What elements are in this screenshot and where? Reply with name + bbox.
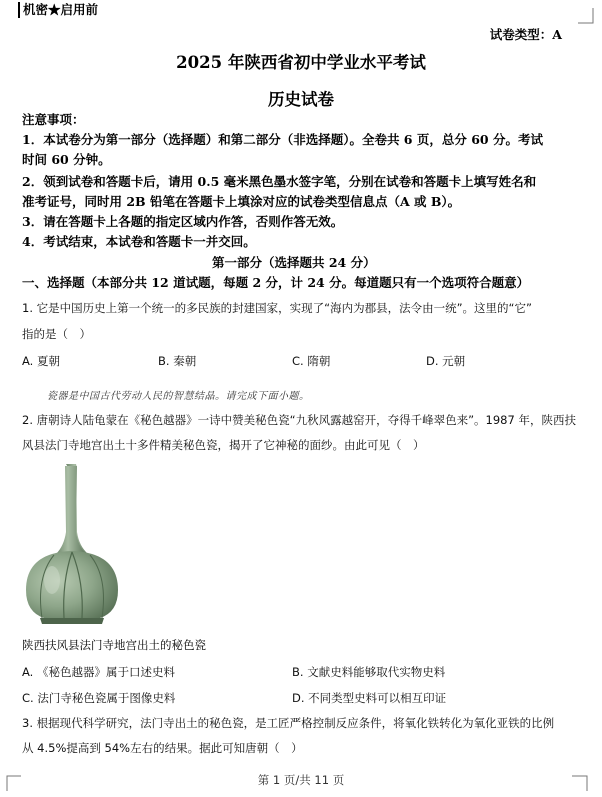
note-line-1: 1．本试卷分为第一部分（选择题）和第二部分（非选择题）。全卷共 6 页，总分 60 分。考试	[22, 132, 543, 147]
question-3-stem-line-2: 从 4.5%提高到 54%左右的结果。据此可知唐朝（ ）	[22, 741, 303, 755]
note-line-6: 4．考试结束，本试卷和答题卡一并交回。	[22, 234, 256, 249]
note-line-3: 2．领到试卷和答题卡后，请用 0.5 毫米黑色墨水签字笔，分别在试卷和答题卡上填写姓名和	[22, 174, 537, 189]
section-one-heading: 一、选择题（本部分共 12 道试题，每题 2 分，计 24 分。每道题只有一个选项符合题意）	[22, 275, 530, 290]
vase-caption: 陕西扶风县法门寺地宫出土的秘色瓷	[22, 638, 206, 652]
celadon-vase-image	[22, 462, 122, 627]
question-1-option-d: D. 元朝	[426, 354, 466, 368]
confidential-label: 机密★启用前	[18, 2, 98, 18]
question-3-stem-line-1: 3. 根据现代科学研究，法门寺出土的秘色瓷，是工匠严格控制反应条件，将氧化铁转化为氧化亚铁的比例	[22, 716, 555, 730]
note-line-4: 准考证号，同时用 2B 铅笔在答题卡上填涂对应的试卷类型信息点（A 或 B）。	[22, 194, 461, 209]
note-line-2: 时间 60 分钟。	[22, 152, 111, 167]
paper-type-label: 试卷类型：A	[489, 27, 562, 42]
question-1-option-a: A. 夏朝	[22, 354, 60, 368]
question-2-option-a: A. 《秘色越器》属于口述史料	[22, 665, 175, 679]
part-one-heading: 第一部分（选择题共 24 分）	[212, 255, 376, 270]
question-1-stem-line-1: 1. 它是中国历史上第一个统一的多民族的封建国家，实现了“海内为郡县，法令由一统”。这里的“它”	[22, 301, 532, 315]
question-1-stem-line-2: 指的是（ ）	[22, 327, 91, 341]
page-footer: 第 1 页/共 11 页	[257, 773, 345, 787]
exam-title: 2025 年陕西省初中学业水平考试	[176, 53, 426, 72]
subject-title: 历史试卷	[268, 90, 334, 109]
note-line-5: 3．请在答题卡上各题的指定区域内作答，否则作答无效。	[22, 214, 344, 229]
question-2-stem-line-1: 2. 唐朝诗人陆龟蒙在《秘色越器》一诗中赞美秘色瓷“九秋风露越窑开，夺得千峰翠色来”。1987 年，陕西扶	[22, 413, 576, 427]
question-2-option-d: D. 不同类型史料可以相互印证	[292, 691, 447, 705]
question-2-option-c: C. 法门寺秘色瓷属于图像史料	[22, 691, 176, 705]
question-1-option-c: C. 隋朝	[292, 354, 331, 368]
question-1-option-b: B. 秦朝	[158, 354, 197, 368]
crop-mark-top-right	[578, 8, 594, 24]
question-2-stem-line-2: 风县法门寺地宫出土十多件精美秘色瓷，揭开了它神秘的面纱。由此可见（ ）	[22, 438, 425, 452]
porcelain-intro-note: 瓷器是中国古代劳动人民的智慧结晶。请完成下面小题。	[47, 391, 310, 402]
question-2-option-b: B. 文献史料能够取代实物史料	[292, 665, 446, 679]
notes-heading: 注意事项：	[22, 112, 85, 127]
